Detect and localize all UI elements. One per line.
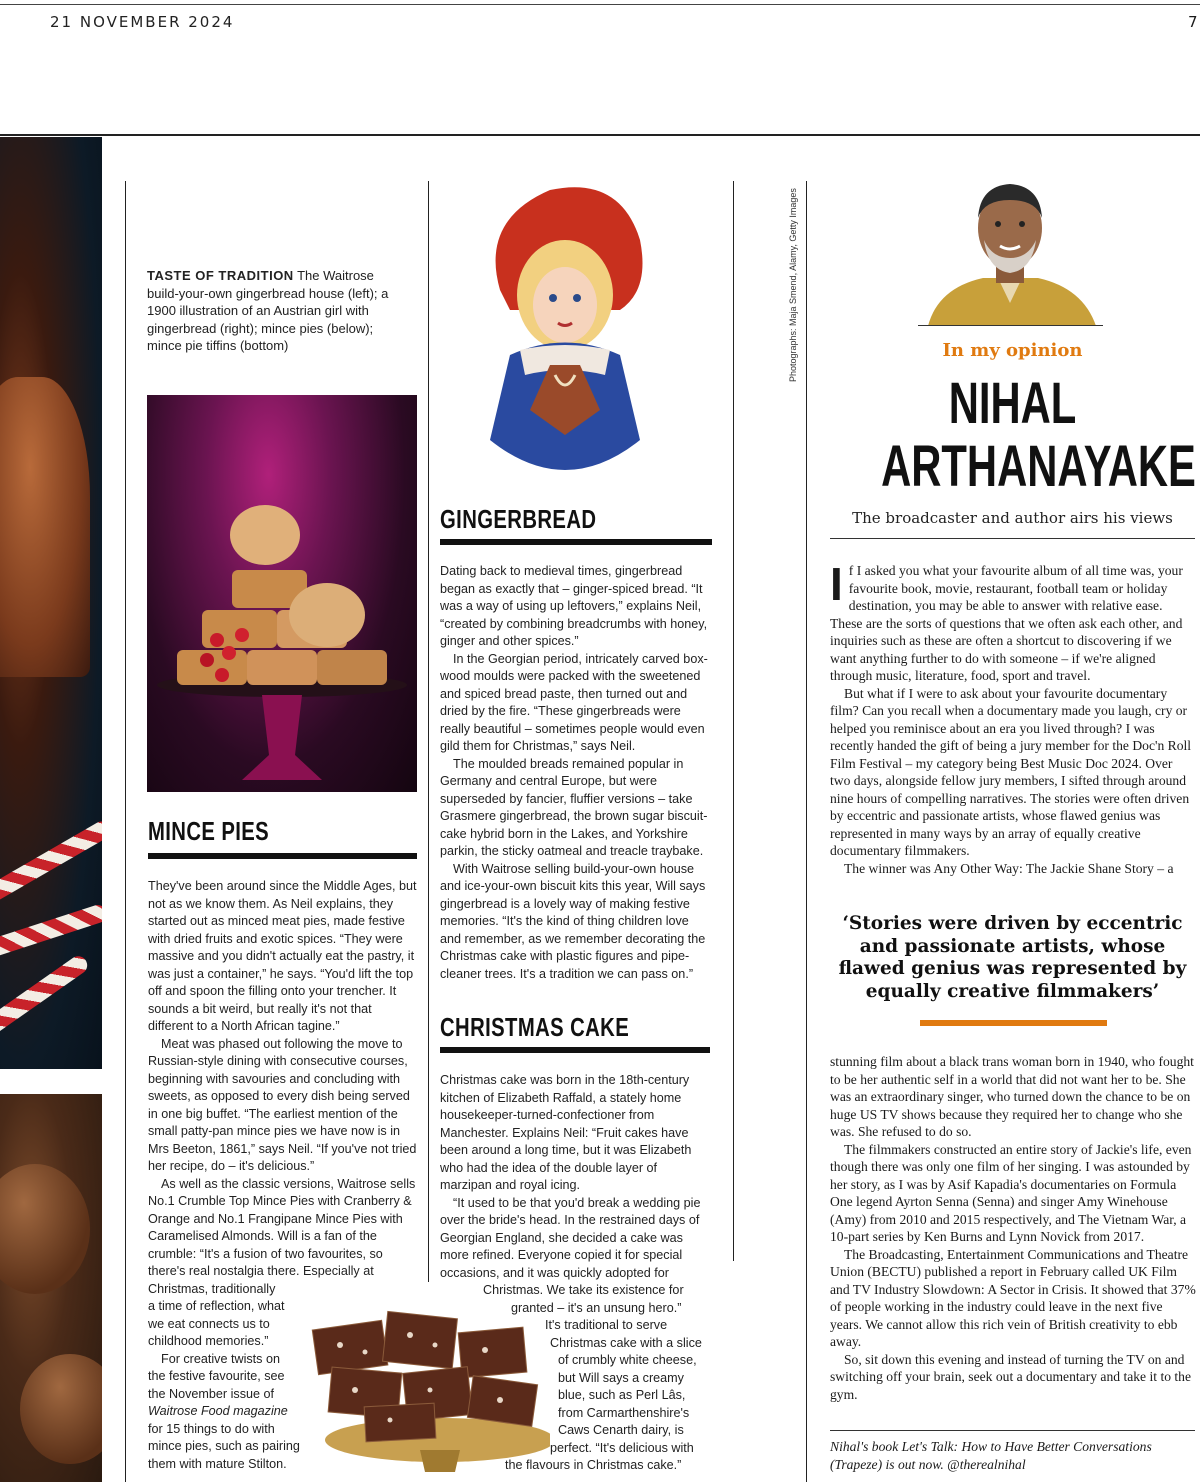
wrap-line: the November issue of: [148, 1386, 274, 1401]
wrap-line: blue, such as Perl Lâs,: [558, 1388, 686, 1402]
paragraph: Meat was phased out following the move to Russian-style dining with consecutive courses, beginning with savouries and concluding with sweets, as opposed to every dish being served in one big buffet. “The earliest mention of the small patty-pan mince pies we have now is in Mrs Beeton, 1861,” says Neil. “If you've not tried her recipe, do – it's delicious.”: [148, 1036, 417, 1173]
paragraph: f I asked you what your favourite album of all time was, your favourite book, movie, restaurant, football team or holiday destination, you may be able to answer with relative ease. These are the sorts of questions that we often ask each other, and inquiries such as these are often a shortcut to discovering if we want anything further to do with someone – if we're aligned through music, literature, food, sport and travel.: [830, 563, 1183, 683]
paragraph: “It used to be that you'd break a wedding pie over the bride's head. In the restrained days of Georgian England, she decided a cake was more refined. Everyone copied it for special occasions, and it was quickly adopted for: [440, 1195, 701, 1280]
gingerbread-heading: GINGERBREAD: [440, 504, 597, 534]
paragraph: As well as the classic versions, Waitrose sells No.1 Crumble Top Mince Pies with Cranberry & Orange and No.1 Frangipane Mince Pies with Caramelised Almonds. Will is a fan of the crumble: “It's a fusion of two favourites, so there's real nostalgia there. Especially at Christmas, traditionally: [148, 1176, 416, 1296]
paragraph: stunning film about a black trans woman born in 1940, who fought to be her authentic self in a world that did not want her to be. She was an extraordinary singer, who turned down the chance to be on huge US TV shows because they required her to change who she was. She refused to do so.: [830, 1054, 1194, 1139]
mince-pies-photo: [147, 395, 417, 792]
wrap-line: but Will says a creamy: [558, 1370, 684, 1385]
column-rule: [733, 181, 734, 1261]
author-name-line: ARTHANAYAKE: [881, 434, 1196, 499]
wrap-line: granted – it's an unsung hero.”: [511, 1300, 682, 1315]
drop-cap: I: [830, 558, 843, 610]
author-bio: Nihal's book Let's Talk: How to Have Better Conversations (Trapeze) is out now. @therealnihal: [830, 1439, 1152, 1472]
wrap-line: For creative twists on: [161, 1351, 280, 1366]
pull-quote: ‘Stories were driven by eccentric and passionate artists, whose flawed genius was represented by equally creative filmmakers’: [838, 913, 1187, 1002]
wrap-line: perfect. “It's delicious with: [550, 1440, 694, 1455]
author-name: [881, 371, 1196, 499]
paragraph: Christmas cake was born in the 18th-century kitchen of Elizabeth Raffald, a stately home housekeeper-turned-confectioner from Manchester. Explains Neil: “Fruit cakes have been around a long time, but it was Elizabeth who had the idea of the double layer of marzipan and royal icing.: [440, 1073, 692, 1192]
wrap-line: a time of reflection, what: [148, 1299, 285, 1313]
cake-bread-photo: [0, 1094, 102, 1482]
wrap-line: we eat connects us to: [148, 1316, 270, 1331]
wrap-line: Caws Cenarth dairy, is: [558, 1423, 684, 1437]
paragraph: With Waitrose selling build-your-own house and ice-your-own biscuit kits this year, Will says gingerbread is a lovely way of making festive memories. “It's the kind of thing children love and remember, as we remember decorating the Christmas cake with plastic figures and pipe-cleaner trees. It's a tradition we can pass on.”: [440, 861, 706, 981]
section-bar: [148, 853, 417, 859]
opinion-kicker: In my opinion: [942, 340, 1083, 361]
paragraph: The winner was Any Other Way: The Jackie Shane Story – a: [844, 860, 1174, 876]
wrap-line: the festive favourite, see: [148, 1369, 285, 1383]
wrap-line: mince pies, such as pairing: [148, 1439, 300, 1453]
paragraph: The filmmakers constructed an entire story of Jackie's life, even though there was only one film of her singing. I was astounded by her story, as I was by Asif Kapadia's documentaries on Formula One legend Ayrton Senna (Senna) and singer Amy Winehouse (Amy) from 2010 and 2015 respectively, and The Vietnam War, a 10-part series by Ken Burns and Lynn Novick from 2017.: [830, 1141, 1192, 1244]
caption-kicker: TASTE OF TRADITION: [147, 268, 294, 283]
section-bar: [440, 539, 712, 545]
wrap-line: from Carmarthenshire's: [558, 1405, 690, 1420]
gingerbread-body: [440, 563, 712, 983]
paragraph: So, sit down this evening and instead of turning the TV on and switching off your brain, seek out a documentary and take it to the gym.: [830, 1351, 1192, 1402]
photo-credit: Photographs: Maja Smend, Alamy, Getty Images: [788, 188, 798, 382]
image-caption: [147, 267, 392, 355]
paragraph: The moulded breads remained popular in Germany and central Europe, but were superseded by fancier, fluffier versions – take Grasmere gingerbread, the brown sugar biscuit-cake hybrid born in the Lakes, and Yorkshire parkin, the sticky oatmeal and treacle traybake.: [440, 756, 708, 858]
mince-pie-tiffins-photo: [310, 1290, 550, 1475]
gingerbread-house-photo: [0, 137, 102, 1069]
wrap-line: them with mature Stilton.: [148, 1456, 287, 1471]
header-rule: [0, 134, 1200, 136]
wrap-line: It's traditional to serve: [545, 1318, 668, 1332]
wrap-line: the flavours in Christmas cake.”: [505, 1458, 682, 1472]
top-rule: [0, 4, 1200, 5]
wrap-line: Waitrose Food magazine: [148, 1404, 288, 1418]
girl-illustration: [480, 180, 650, 490]
paragraph: In the Georgian period, intricately carved box-wood moulds were packed with the sweetened and spiced bread paste, then turned out and dried by the fire. “These gingerbreads were really beautiful – sometimes people would even gild them for Christmas,” says Neil.: [440, 651, 708, 753]
standfirst-rule: [830, 538, 1195, 539]
wrap-line: of crumbly white cheese,: [558, 1353, 697, 1367]
standfirst: The broadcaster and author airs his views: [852, 509, 1173, 527]
author-portrait: [918, 178, 1103, 326]
section-bar: [440, 1047, 710, 1053]
wrap-line: childhood memories.”: [148, 1334, 269, 1348]
caption-text: The Waitrose build-your-own gingerbread house (left); a 1900 illustration of an Austrian girl with gingerbread (right); mince pies (below); mince pie tiffins (bottom): [147, 268, 389, 353]
pull-quote-bar: [920, 1020, 1107, 1026]
wrap-line: Christmas cake with a slice: [550, 1335, 702, 1350]
mince-pies-heading: MINCE PIES: [148, 816, 270, 846]
paragraph: Dating back to medieval times, gingerbread began as exactly that – ginger-spiced bread. “It was a way of using up leftovers,” explains Neil, “created by combining breadcrumbs with honey, ginger and other spices.”: [440, 564, 708, 648]
issue-date: 21 NOVEMBER 2024: [50, 13, 235, 31]
column-rule: [125, 181, 126, 1482]
bio-rule: [830, 1430, 1195, 1431]
column-rule: [428, 181, 429, 1282]
portrait-rule: [918, 325, 1103, 326]
paragraph: They've been around since the Middle Ages, but not as we know them. As Neil explains, they started out as minced meat pies, made festive with dried fruits and exotic spices. “They were massive and you didn't actually eat the pastry, it was just a container,” he says. “You'd lift the top off and spoon the filling onto your trencher. It sounds a bit weird, but really it's not that different to a North African tagine.”: [148, 879, 417, 1033]
wrap-line: Christmas. We take its existence for: [483, 1283, 684, 1297]
christmas-cake-heading: CHRISTMAS CAKE: [440, 1012, 630, 1042]
paragraph: The Broadcasting, Entertainment Communications and Theatre Union (BECTU) published a report in February called UK Film and TV Industry Slowdown: A Sector in Crisis. It showed that 37% of people working in the industry could leave in the next five years. We cannot allow this rich vein of British creativity to ebb away.: [830, 1246, 1196, 1349]
opinion-body-bottom: [830, 1053, 1196, 1403]
opinion-body-top: [830, 558, 1196, 877]
author-name-line: NIHAL: [948, 371, 1077, 436]
wrap-line: for 15 things to do with: [148, 1421, 275, 1436]
page-number: 7: [1188, 13, 1198, 31]
paragraph: But what if I were to ask about your favourite documentary film? Can you recall when a documentary made you laugh, cry or helped you reminisce about an era you lived through? I was recently handed the gift of being a jury member for the Doc'n Roll Film Festival – my category being Best Music Doc 2024. Over two days, alongside fellow jury members, I sifted through around nine hours of compelling narratives. The stories were often driven by eccentric and passionate artists, whose flawed genius was represented in many ways by an array of equally creative documentary filmmakers.: [830, 685, 1192, 858]
column-rule: [806, 181, 807, 1482]
